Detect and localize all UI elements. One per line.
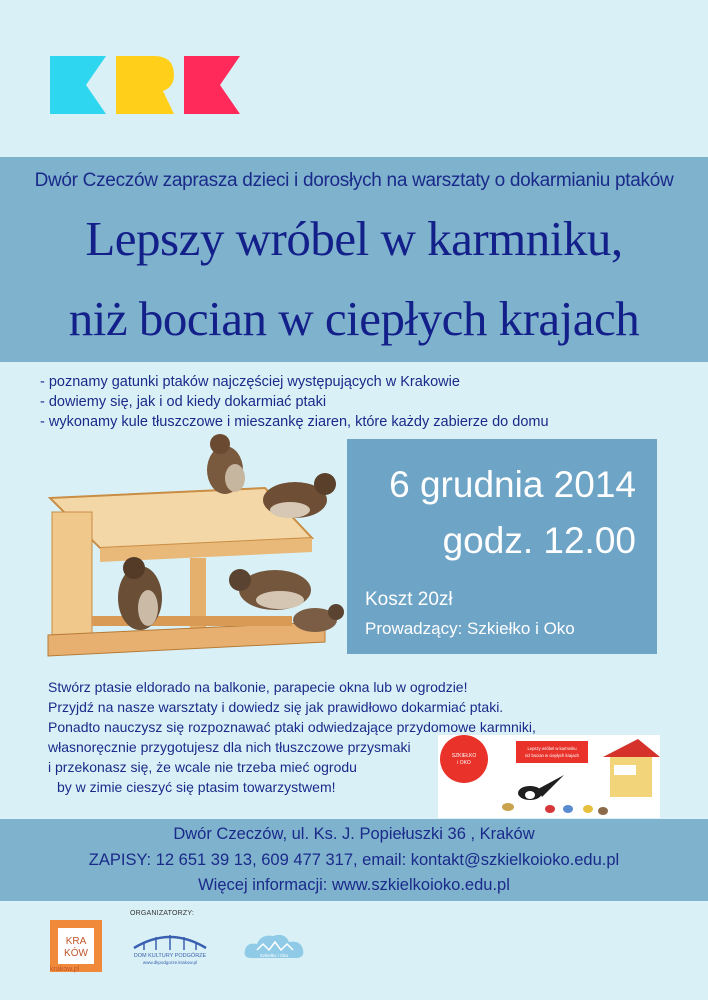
event-cost: Koszt 20zł	[365, 589, 453, 610]
description-line: Przyjdź na nasze warsztaty i dowiedz się jak prawidłowo dokarmiać ptaki.	[48, 699, 504, 715]
sparrow-top-right	[263, 473, 336, 518]
event-date: 6 grudnia 2014	[389, 464, 636, 505]
bullet-list	[40, 372, 680, 432]
badge-text-2: i OKO	[457, 760, 471, 766]
workshop-promo-image	[438, 735, 660, 818]
cloud-logo	[243, 930, 305, 964]
title-line-1: Lepszy wróbel w karmniku,	[85, 211, 623, 266]
promo-caption-1: Lepszy wróbel w karmniku	[527, 746, 577, 751]
sparrow-top-left	[207, 434, 245, 494]
feeder-wall-left	[52, 512, 92, 642]
krk-letter-r	[116, 56, 174, 114]
description-line: Stwórz ptasie eldorado na balkonie, parapecie okna lub w ogrodzie!	[48, 679, 468, 695]
invitation-text: Dwór Czeczów zaprasza dzieci i dorosłych na warsztaty o dokarmianiu ptaków	[34, 170, 674, 191]
signup-line: ZAPISY: 12 651 39 13, 609 477 317, email: kontakt@szkielkoioko.edu.pl	[88, 851, 620, 869]
description-line: by w zimie cieszyć się ptasim towarzystwem!	[57, 779, 336, 795]
address-line: Dwór Czeczów, ul. Ks. J. Popiełuszki 36 , Kraków	[173, 825, 535, 843]
description-line: własnoręcznie przygotujesz dla nich tłuszczowe przysmaki	[48, 739, 411, 755]
krk-letter-k2	[184, 56, 240, 114]
title-line-2: niż bocian w ciepłych krajach	[68, 291, 640, 346]
promo-caption-2: niż bocian w ciepłych krajach	[525, 753, 579, 758]
event-host: Prowadzący: Szkiełko i Oko	[365, 619, 575, 638]
bullet-item: - wykonamy kule tłuszczowe i mieszankę ziaren, które każdy zabierze do domu	[40, 414, 549, 430]
krakow-logo	[50, 920, 102, 972]
krk-letter-k1	[50, 56, 106, 114]
sparrow-inside-small	[293, 604, 344, 632]
krakow-logo-text-2: KÓW	[64, 948, 88, 959]
event-time: godz. 12.00	[442, 520, 636, 561]
cloud-logo-text: Szkiełko i Oko	[259, 953, 289, 958]
krk-logo	[50, 56, 240, 114]
organizers-label: ORGANIZATORZY:	[130, 910, 194, 917]
promo-caption-box	[516, 741, 588, 763]
feeder-tray-edge	[92, 616, 292, 626]
more-info-line: Więcej informacji: www.szkielkoioko.edu.pl	[198, 876, 510, 894]
dom-kultury-podgorze-logo	[130, 928, 210, 966]
krakow-url: krakow.pl	[50, 966, 80, 973]
description-line: Ponadto nauczysz się rozpoznawać ptaki odwiedzające przydomowe karmniki,	[48, 719, 536, 735]
dk-logo-url: www.dkpodgorze.krakow.pl	[142, 960, 198, 965]
bird-feeder-illustration	[40, 430, 360, 675]
sparrow-inside-right	[229, 569, 311, 610]
krakow-logo-text-1: KRA	[65, 936, 87, 947]
badge-text-1: SZKIEŁKO	[451, 753, 477, 759]
bullet-item: - dowiemy się, jak i od kiedy dokarmiać ptaki	[40, 394, 327, 410]
bullet-item: - poznamy gatunki ptaków najczęściej występujących w Krakowie	[40, 374, 460, 390]
dk-logo-text: DOM KULTURY PODGÓRZE	[133, 953, 207, 959]
description-line: i przekonasz się, że wcale nie trzeba mieć ogrodu	[48, 759, 357, 775]
szkielko-badge	[440, 735, 488, 783]
sparrow-inside-left	[118, 557, 162, 630]
